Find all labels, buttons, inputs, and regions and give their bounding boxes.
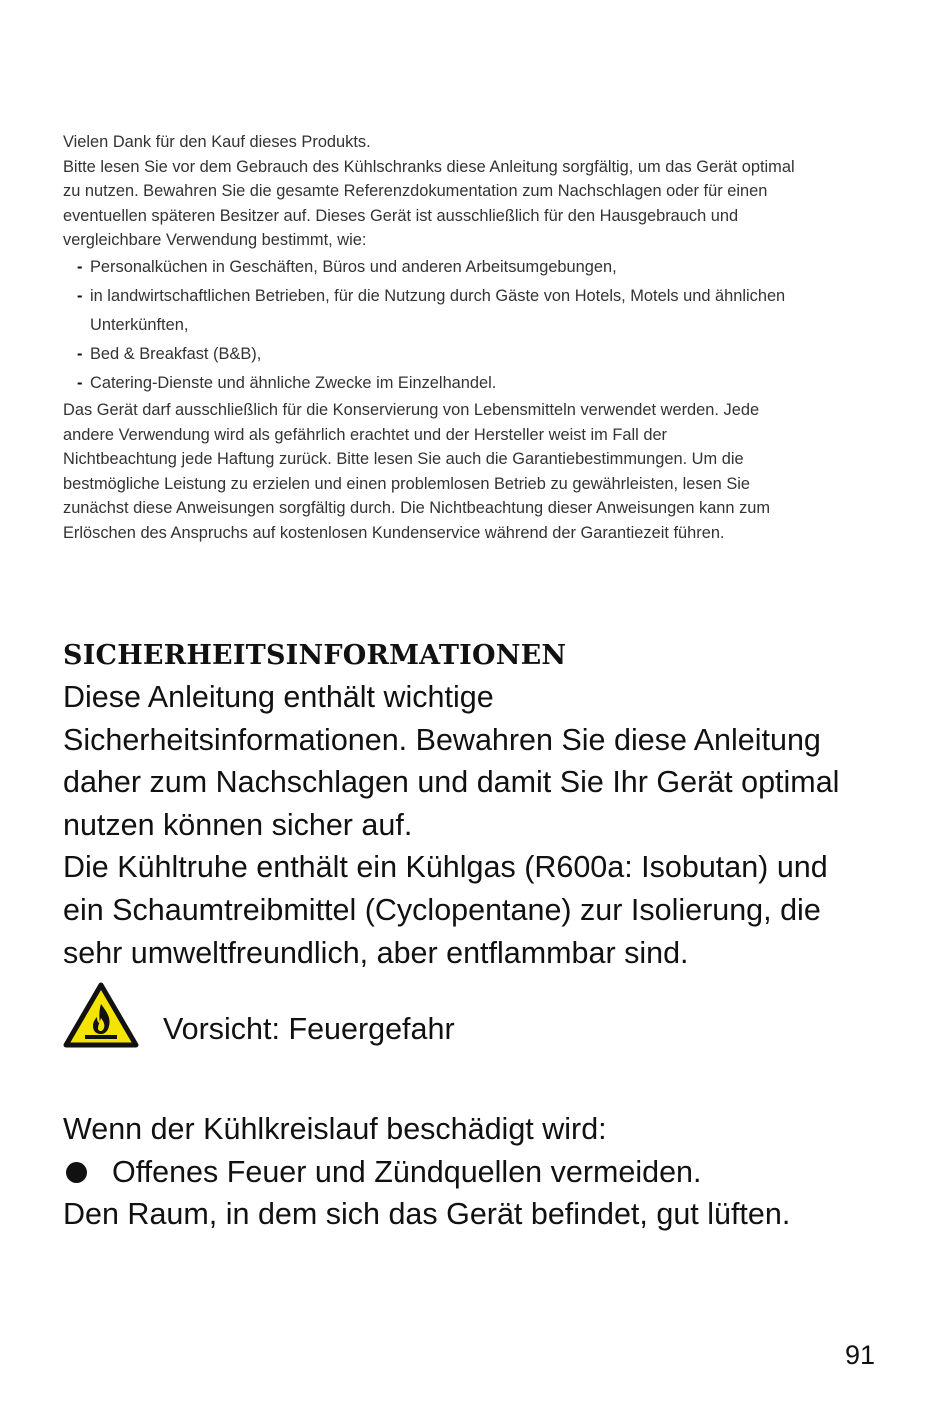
intro-line: zu nutzen. Bewahren Sie die gesamte Referenzdokumentation zum Nachschlagen oder für einen xyxy=(63,182,768,201)
intro-line: eventuellen späteren Besitzer auf. Dieses Gerät ist ausschließlich für den Hausgebrauch und xyxy=(63,206,739,225)
intro-text xyxy=(63,130,883,546)
safety-line: nutzen können sicher auf. xyxy=(63,807,413,842)
fire-warning xyxy=(63,978,893,1068)
list-item xyxy=(63,282,883,340)
intro-line: Erlöschen des Anspruchs auf kostenlosen Kundenservice während der Garantiezeit führen. xyxy=(63,523,725,542)
safety-line: Sicherheitsinformationen. Bewahren Sie diese Anleitung xyxy=(63,722,821,757)
list-item-text: Catering-Dienste und ähnliche Zwecke im Einzelhandel. xyxy=(90,373,497,392)
dash-bullet-icon: - xyxy=(77,286,83,305)
safety-paragraph-2 xyxy=(63,846,893,974)
section-heading: SICHERHEITSINFORMATIONEN xyxy=(63,640,567,671)
safety-paragraph-1 xyxy=(63,676,893,846)
intro-line: Vielen Dank für den Kauf dieses Produkts. xyxy=(63,133,371,151)
spacer xyxy=(63,1068,893,1108)
ventilate-text: Den Raum, in dem sich das Gerät befindet, gut lüften. xyxy=(63,1197,791,1232)
safety-section xyxy=(63,636,893,1236)
intro-paragraph-2 xyxy=(63,398,883,546)
list-item-text: Bed & Breakfast (B&B), xyxy=(90,344,262,363)
list-item-text: Personalküchen in Geschäften, Büros und anderen Arbeitsumgebungen, xyxy=(90,257,617,276)
intro-line: vergleichbare Verwendung bestimmt, wie: xyxy=(63,231,367,250)
dash-bullet-icon: - xyxy=(77,373,83,392)
usage-list xyxy=(63,253,883,398)
safety-line: sehr umweltfreundlich, aber entflammbar sind. xyxy=(63,935,689,970)
list-item xyxy=(63,369,883,398)
page-number: 91 xyxy=(845,1340,876,1370)
bullet-item-text: Offenes Feuer und Zündquellen vermeiden. xyxy=(112,1154,702,1189)
list-item-text: in landwirtschaftlichen Betrieben, für die Nutzung durch Gäste von Hotels, Motels und ähnlichen Unterkünften, xyxy=(90,286,786,334)
safety-line: Die Kühltruhe enthält ein Kühlgas (R600a: Isobutan) und xyxy=(63,850,828,885)
bullet-item xyxy=(63,1151,893,1194)
safety-line: Diese Anleitung enthält wichtige xyxy=(63,680,494,714)
safety-body xyxy=(63,676,893,1236)
dash-bullet-icon: - xyxy=(77,257,83,276)
intro-line: zunächst diese Anweisungen sorgfältig durch. Die Nichtbeachtung dieser Anweisungen kann zum xyxy=(63,499,771,518)
safety-line: daher zum Nachschlagen und damit Sie Ihr Gerät optimal xyxy=(63,765,840,800)
list-item xyxy=(63,253,883,282)
fire-hazard-warning-icon xyxy=(63,982,139,1048)
intro-line: Nichtbeachtung jede Haftung zurück. Bitte lesen Sie auch die Garantiebestimmungen. Um die xyxy=(63,450,744,469)
intro-paragraph-1 xyxy=(63,130,883,253)
safety-line: ein Schaumtreibmittel (Cyclopentane) zur Isolierung, die xyxy=(63,892,821,927)
intro-line: Das Gerät darf ausschließlich für die Konservierung von Lebensmitteln verwendet werden. Jede xyxy=(63,400,760,419)
intro-line: Bitte lesen Sie vor dem Gebrauch des Kühlschranks diese Anleitung sorgfältig, um das Gerät optimal xyxy=(63,157,795,176)
list-item xyxy=(63,340,883,369)
intro-line: bestmögliche Leistung zu erzielen und einen problemlosen Betrieb zu gewährleisten, lesen Sie xyxy=(63,474,751,493)
intro-line: andere Verwendung wird als gefährlich erachtet und der Hersteller weist im Fall der xyxy=(63,425,668,444)
warning-label: Vorsicht: Feuergefahr xyxy=(163,1011,455,1046)
dash-bullet-icon: - xyxy=(77,344,83,363)
bullet-dot-icon xyxy=(66,1162,87,1183)
damage-heading: Wenn der Kühlkreislauf beschädigt wird: xyxy=(63,1112,607,1147)
